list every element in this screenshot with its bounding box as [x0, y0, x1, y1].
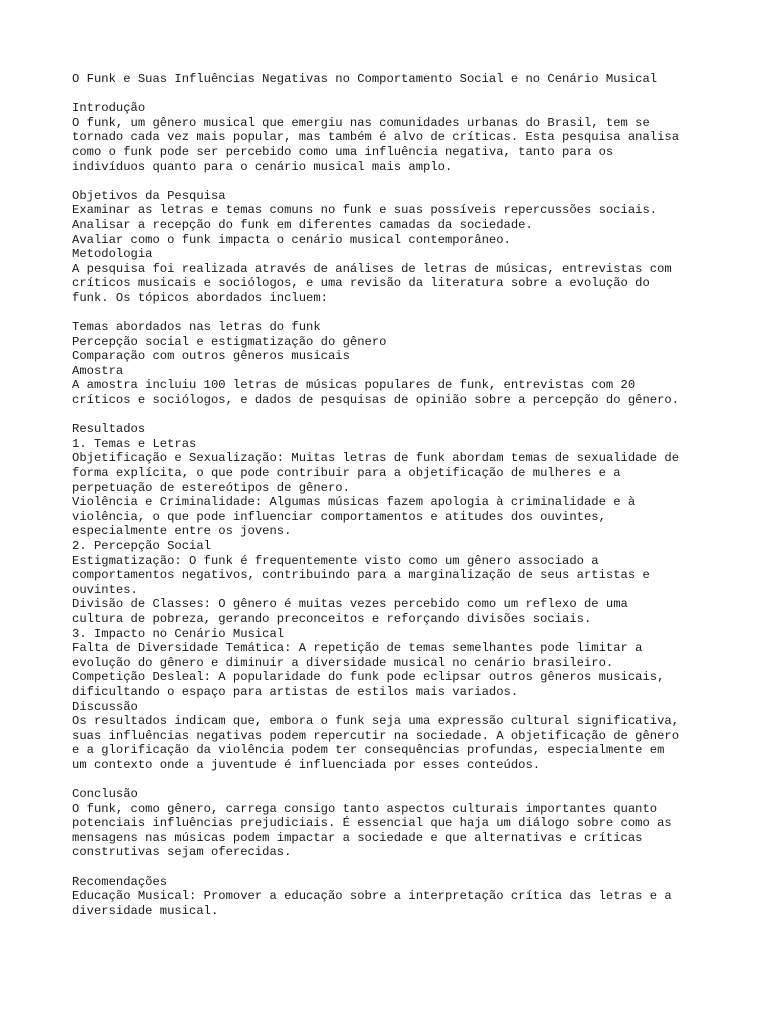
results-subheading: 1. Temas e Letras	[72, 436, 197, 451]
discussion-line: um contexto onde a juventude é influenciada por esses conteúdos.	[72, 757, 541, 772]
objectives-heading: Objetivos da Pesquisa	[72, 188, 226, 203]
conclusion-line: mensagens nas músicas podem impactar a sociedade e que alternativas e críticas	[72, 830, 643, 845]
discussion-line: Os resultados indicam que, embora o funk seja uma expressão cultural significativa,	[72, 714, 680, 729]
blank-line	[72, 87, 728, 102]
methodology-topic: Temas abordados nas letras do funk	[72, 320, 321, 335]
results-subheading: 2. Percepção Social	[72, 539, 211, 553]
methodology-topic: Comparação com outros gêneros musicais	[72, 349, 350, 364]
objective-item: Avaliar como o funk impacta o cenário musical contemporâneo.	[72, 232, 511, 247]
conclusion-line: potenciais influências prejudiciais. É essencial que haja um diálogo sobre como as	[72, 816, 672, 831]
recommendations-line: Educação Musical: Promover a educação sobre a interpretação crítica das letras e a	[72, 889, 672, 904]
results-line: ouvintes.	[72, 582, 138, 597]
blank-line	[72, 174, 728, 189]
discussion-line: e a glorificação da violência podem ter consequências profundas, especialmente em	[72, 743, 665, 758]
results-line: cultura de pobreza, gerando preconceitos e reforçando divisões sociais.	[72, 611, 592, 626]
intro-line: O funk, um gênero musical que emergiu nas comunidades urbanas do Brasil, tem se	[72, 115, 650, 130]
intro-heading: Introdução	[72, 101, 146, 116]
methodology-line: funk. Os tópicos abordados incluem:	[72, 290, 328, 305]
blank-line	[72, 860, 728, 875]
recommendations-heading: Recomendações	[72, 874, 168, 889]
conclusion-line: O funk, como gênero, carrega consigo tanto aspectos culturais importantes quanto	[72, 801, 658, 816]
results-line: forma explícita, o que pode contribuir para a objetificação de mulheres e a	[72, 466, 621, 481]
conclusion-line: construtivas sejam oferecidas.	[72, 845, 292, 860]
results-line: Falta de Diversidade Temática: A repetição de temas semelhantes pode limitar a	[72, 641, 643, 656]
objective-item: Analisar a recepção do funk em diferentes camadas da sociedade.	[72, 217, 533, 232]
results-subheading: 3. Impacto no Cenário Musical	[72, 626, 285, 641]
recommendations-line: diversidade musical.	[72, 903, 219, 918]
methodology-line: críticos musicais e sociólogos, e uma revisão da literatura sobre a evolução do	[72, 276, 650, 291]
blank-line	[72, 408, 728, 423]
intro-line: tornado cada vez mais popular, mas também é alvo de críticas. Esta pesquisa analisa	[72, 130, 680, 145]
sample-line: A amostra incluiu 100 letras de músicas populares de funk, entrevistas com 20	[72, 378, 636, 393]
discussion-heading: Discussão	[72, 699, 138, 714]
methodology-heading: Metodologia	[72, 247, 153, 262]
blank-line	[72, 773, 728, 788]
results-line: Competição Desleal: A popularidade do funk pode eclipsar outros gêneros musicais,	[72, 670, 665, 685]
intro-line: indivíduos quanto para o cenário musical mais amplo.	[72, 159, 453, 174]
results-line: dificultando o espaço para artistas de estilos mais variados.	[72, 684, 519, 699]
document-title: O Funk e Suas Influências Negativas no Comportamento Social e no Cenário Musical	[72, 72, 658, 86]
objective-item: Examinar as letras e temas comuns no funk e suas possíveis repercussões sociais.	[72, 203, 658, 218]
document-body	[72, 72, 728, 918]
results-line: evolução do gênero e diminuir a diversidade musical no cenário brasileiro.	[72, 655, 614, 670]
results-heading: Resultados	[72, 422, 146, 437]
discussion-line: suas influências negativas podem repercutir na sociedade. A objetificação de gênero	[72, 728, 680, 743]
sample-heading: Amostra	[72, 363, 124, 378]
results-line: perpetuação de estereótipos de gênero.	[72, 480, 350, 495]
blank-line	[72, 306, 728, 321]
results-line: Divisão de Classes: O gênero é muitas vezes percebido como um reflexo de uma	[72, 597, 628, 612]
conclusion-heading: Conclusão	[72, 787, 138, 802]
results-line: comportamentos negativos, contribuindo para a marginalização de seus artistas e	[72, 568, 650, 583]
intro-line: como o funk pode ser percebido como uma influência negativa, tanto para os	[72, 144, 614, 159]
results-line: Objetificação e Sexualização: Muitas letras de funk abordam temas de sexualidade de	[72, 451, 680, 466]
results-line: Estigmatização: O funk é frequentemente visto como um gênero associado a	[72, 553, 599, 568]
methodology-topic: Percepção social e estigmatização do gênero	[72, 334, 387, 349]
methodology-line: A pesquisa foi realizada através de análises de letras de músicas, entrevistas com	[72, 261, 672, 276]
sample-line: críticos e sociólogos, e dados de pesquisas de opinião sobre a percepção do gênero.	[72, 393, 680, 408]
results-line: especialmente entre os jovens.	[72, 524, 292, 539]
results-line: violência, o que pode influenciar comportamentos e atitudes dos ouvintes,	[72, 509, 606, 524]
results-line: Violência e Criminalidade: Algumas músicas fazem apologia à criminalidade e à	[72, 495, 636, 510]
